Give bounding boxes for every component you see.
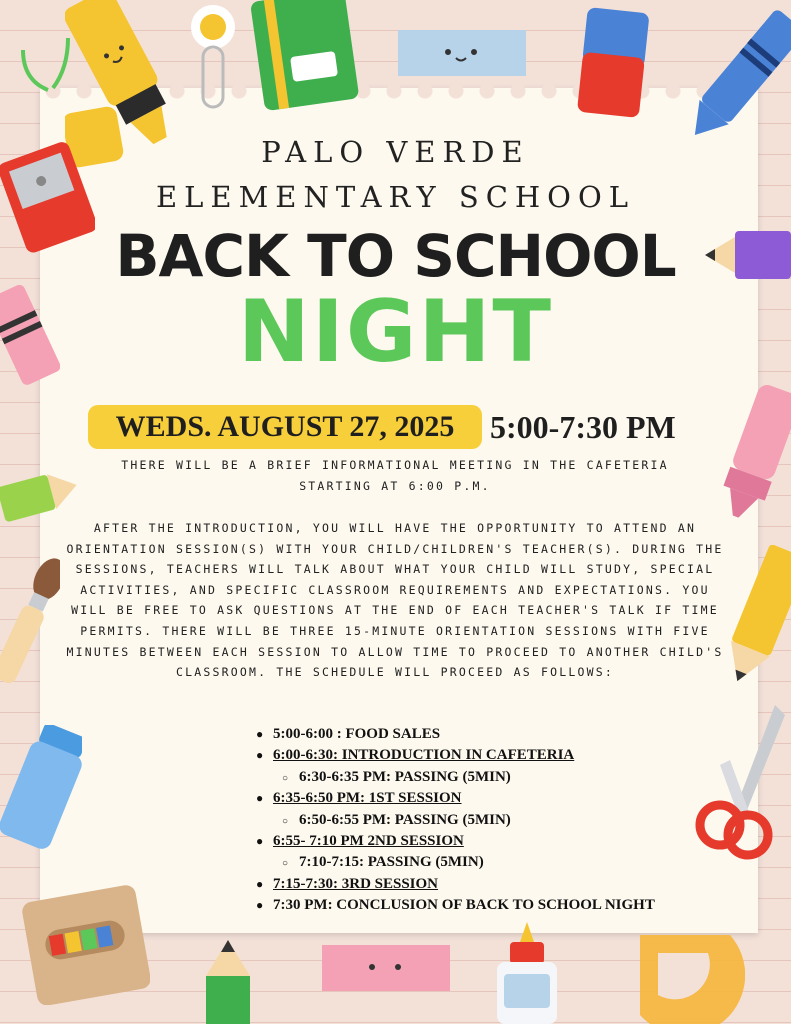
school-name-line1: PALO VERDE [261, 135, 530, 169]
protractor-icon [630, 915, 745, 1024]
schedule-item: ● 6:35-6:50 PM: 1ST SESSION [256, 790, 462, 807]
tape-pink-icon [322, 945, 450, 991]
schedule-item: ● 7:30 PM: CONCLUSION OF BACK TO SCHOOL NIGHT [256, 897, 655, 914]
schedule-item: ● 6:55- 7:10 PM 2ND SESSION [256, 832, 464, 849]
schedule-item: ● 6:00-6:30: INTRODUCTION IN CAFETERIA [256, 747, 575, 764]
notebook-icon [250, 0, 362, 112]
pencil-bottom-icon [202, 940, 254, 1024]
marker-pink-icon [722, 385, 791, 520]
schedule-item: ● 5:00-6:00 : FOOD SALES [256, 726, 441, 742]
glue-bottle-icon [492, 922, 562, 1024]
tape-icon [398, 30, 526, 76]
leaf-sparkle-icon [18, 30, 78, 100]
event-date-badge: WEDS. AUGUST 27, 2025 [88, 405, 482, 449]
event-title: BACK TO SCHOOL [115, 222, 676, 290]
glue-stick-icon [0, 725, 82, 855]
schedule-list [256, 724, 655, 917]
scissors-icon [690, 705, 791, 865]
event-time: 5:00-7:30 PM [490, 409, 676, 445]
pencil-yellow-icon [730, 545, 791, 690]
schedule-subitem: ○ 6:50-6:55 PM: PASSING (5MIN) [282, 811, 511, 828]
schedule-subitem: ○ 6:30-6:35 PM: PASSING (5MIN) [282, 768, 511, 785]
eraser-icon [572, 5, 654, 125]
paintbrush-icon [0, 555, 60, 685]
crayon-box-icon [20, 875, 150, 1005]
event-title-night: NIGHT [237, 282, 554, 382]
school-name-line2: ELEMENTARY SCHOOL [156, 180, 635, 214]
crayon-icon [690, 10, 791, 140]
flower-clip-icon [188, 2, 238, 112]
schedule-subitem: ○ 7:10-7:15: PASSING (5MIN) [282, 854, 484, 871]
intro-paragraph: THERE WILL BE A BRIEF INFORMATIONAL MEETING IN THE CAFETERIA STARTING AT 6:00 P.M. [121, 458, 669, 493]
body-paragraph: AFTER THE INTRODUCTION, YOU WILL HAVE THE OPPORTUNITY TO ATTEND AN ORIENTATION SESSION(S) WITH YOUR CHILD/CHILDREN'S TEACHER(S). DURING THE SESSIONS, TEACHERS WILL TALK ABOUT WHAT YOUR CHILD WILL STUDY, SPECIAL ACTIVITIES, AND SPECIFIC CLASSROOM REQUIREMENTS AND EXPECTATIONS. YOU WILL BE FREE TO ASK QUESTIONS AT THE END OF EACH TEACHER'S TALK IF TIME PERMITS. THERE WILL BE THREE 15-MINUTE ORIENTATION SESSIONS WITH FIVE MINUTES BETWEEN EACH SESSION TO ALLOW TIME TO PROCEED TO ANOTHER CHILD'S CLASSROOM. THE SCHEDULE WILL PROCEED AS FOLLOWS: [66, 521, 724, 680]
schedule-item: ● 7:15-7:30: 3RD SESSION [256, 875, 439, 892]
